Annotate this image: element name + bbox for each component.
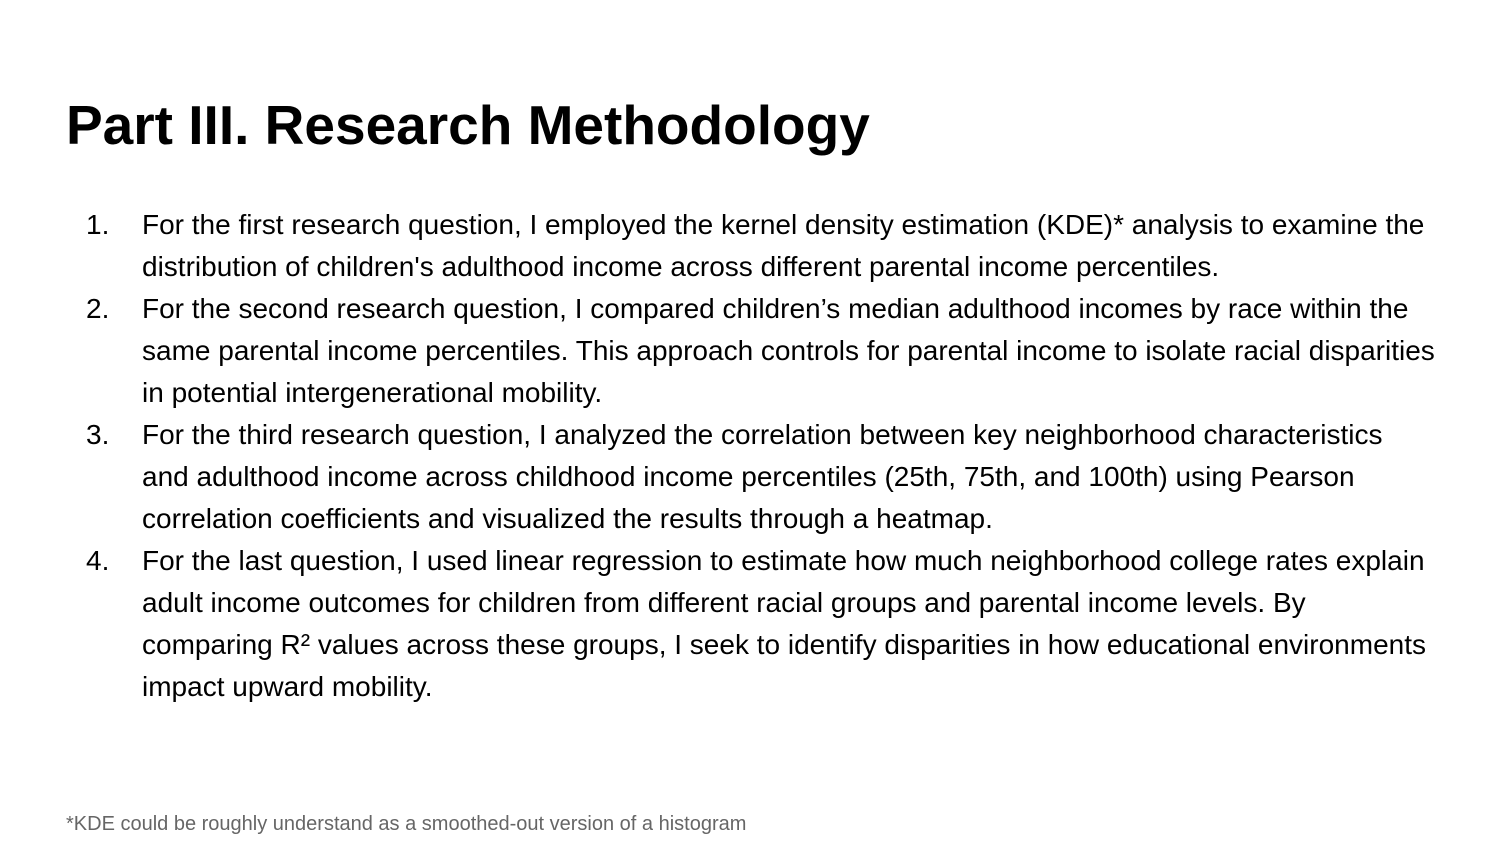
item-text: For the last question, I used linear regression to estimate how much neighborhood college rates explain adult income outcomes for children from different racial groups and parental income levels. By comparing R² values across these groups, I seek to identify disparities in how educational environments impact upward mobility. <box>142 545 1426 702</box>
item-number: 2. <box>86 293 110 324</box>
methodology-list <box>86 204 1436 708</box>
item-number: 3. <box>86 419 110 450</box>
methodology-item-3 <box>86 414 1436 540</box>
methodology-item-1 <box>86 204 1436 288</box>
item-number: 4. <box>86 545 110 576</box>
slide-title: Part III. Research Methodology <box>66 94 870 156</box>
item-text: For the second research question, I compared children’s median adulthood incomes by race within the same parental income percentiles. This approach controls for parental income to isolate racial disparities in potential intergenerational mobility. <box>142 293 1435 408</box>
item-number: 1. <box>86 209 110 240</box>
item-text: For the third research question, I analyzed the correlation between key neighborhood characteristics and adulthood income across childhood income percentiles (25th, 75th, and 100th) using Pearson correlation coefficients and visualized the results through a heatmap. <box>142 419 1383 534</box>
methodology-item-4 <box>86 540 1436 708</box>
methodology-item-2 <box>86 288 1436 414</box>
footnote: *KDE could be roughly understand as a smoothed-out version of a histogram <box>66 813 747 835</box>
item-text: For the first research question, I employed the kernel density estimation (KDE)* analysis to examine the distribution of children's adulthood income across different parental income percentiles. <box>142 209 1425 282</box>
